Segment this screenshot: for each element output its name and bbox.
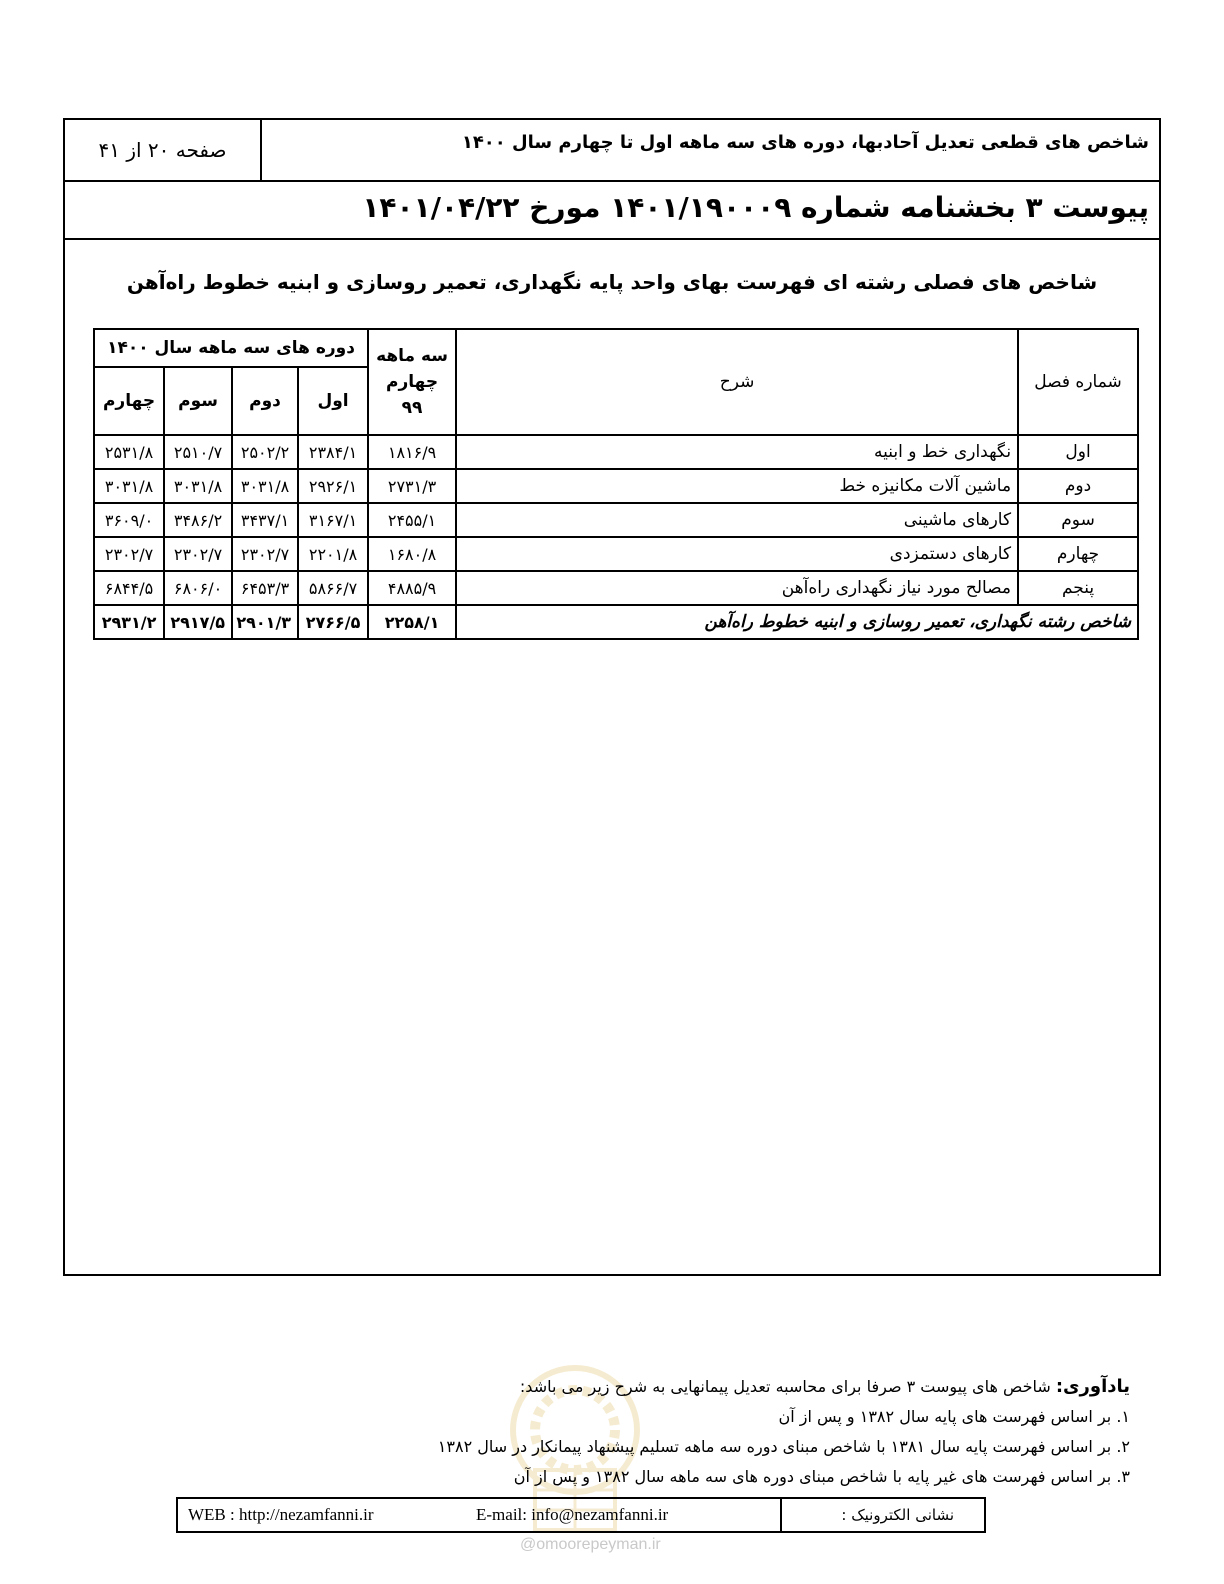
col-header-fasl: شماره فصل <box>1018 329 1138 435</box>
cell-fasl: چهارم <box>1018 537 1138 571</box>
cell-q2: ۲۵۰۲/۲ <box>232 435 298 469</box>
cell-prev: ۱۸۱۶/۹ <box>368 435 456 469</box>
cell-q4: ۳۰۳۱/۸ <box>94 469 164 503</box>
cell-q3: ۲۳۰۲/۷ <box>164 537 232 571</box>
cell-sharh: ماشین آلات مکانیزه خط <box>456 469 1018 503</box>
col-header-q3: سوم <box>164 367 232 435</box>
total-prev: ۲۲۵۸/۱ <box>368 605 456 639</box>
cell-fasl: دوم <box>1018 469 1138 503</box>
cell-q3: ۲۵۱۰/۷ <box>164 435 232 469</box>
cell-prev: ۱۶۸۰/۸ <box>368 537 456 571</box>
cell-q3: ۳۴۸۶/۲ <box>164 503 232 537</box>
watermark-text: @omoorepeyman.ir <box>520 1536 661 1553</box>
page-number: صفحه ۲۰ از ۴۱ <box>65 120 262 180</box>
note-item: ۱. بر اساس فهرست های پایه سال ۱۳۸۲ و پس از آن <box>778 1407 1130 1426</box>
cell-q2: ۳۴۳۷/۱ <box>232 503 298 537</box>
note-intro: شاخص های پیوست ۳ صرفا برای محاسبه تعدیل پیمانهایی به شرح زیر می باشد: <box>519 1377 1051 1396</box>
cell-q1: ۳۱۶۷/۱ <box>298 503 368 537</box>
cell-prev: ۲۴۵۵/۱ <box>368 503 456 537</box>
col-header-sharh: شرح <box>456 329 1018 435</box>
reminder-note <box>230 1372 1130 1492</box>
col-header-prev <box>368 329 456 435</box>
header-row <box>65 120 1159 182</box>
cell-q2: ۶۴۵۳/۳ <box>232 571 298 605</box>
footer-email <box>456 1505 668 1525</box>
cell-q3: ۳۰۳۱/۸ <box>164 469 232 503</box>
cell-q4: ۶۸۴۴/۵ <box>94 571 164 605</box>
total-q4: ۲۹۳۱/۲ <box>94 605 164 639</box>
index-table <box>93 328 1139 640</box>
col-header-q1: اول <box>298 367 368 435</box>
cell-q1: ۲۳۸۴/۱ <box>298 435 368 469</box>
cell-q1: ۲۹۲۶/۱ <box>298 469 368 503</box>
footer-box <box>176 1497 986 1533</box>
cell-q1: ۲۲۰۱/۸ <box>298 537 368 571</box>
cell-prev: ۲۷۳۱/۳ <box>368 469 456 503</box>
cell-q2: ۲۳۰۲/۷ <box>232 537 298 571</box>
note-item: ۲. بر اساس فهرست پایه سال ۱۳۸۱ با شاخص مبنای دوره سه ماهه تسلیم پیشنهاد پیمانکار در سال ۱۳۸۲ <box>437 1437 1130 1456</box>
col-header-group: دوره های سه ماهه سال ۱۴۰۰ <box>94 329 368 367</box>
cell-sharh: کارهای دستمزدی <box>456 537 1018 571</box>
cell-q1: ۵۸۶۶/۷ <box>298 571 368 605</box>
col-header-prev-label: سه ماهه چهارم ۹۹ <box>376 346 449 418</box>
annex-title: پیوست ۳ بخشنامه شماره ۱۴۰۱/۱۹۰۰۰۹ مورخ ۱۴۰۱/۰۴/۲۲ <box>362 191 1149 224</box>
cell-prev: ۴۸۸۵/۹ <box>368 571 456 605</box>
table-row <box>94 537 1138 571</box>
footer-label: نشانی الکترونیک : <box>780 1499 984 1531</box>
footer-web-link[interactable]: WEB : http://nezamfanni.ir <box>188 1505 374 1524</box>
total-q2: ۲۹۰۱/۳ <box>232 605 298 639</box>
cell-sharh: نگهداری خط و ابنیه <box>456 435 1018 469</box>
header-title: شاخص های قطعی تعدیل آحادبها، دوره های سه ماهه اول تا چهارم سال ۱۴۰۰ <box>461 132 1149 153</box>
total-q1: ۲۷۶۶/۵ <box>298 605 368 639</box>
cell-q3: ۶۸۰۶/۰ <box>164 571 232 605</box>
footer-email-link[interactable]: info@nezamfanni.ir <box>531 1505 669 1524</box>
table-row <box>94 469 1138 503</box>
total-sharh: شاخص رشته نگهداری، تعمیر روسازی و ابنیه خطوط راه‌آهن <box>456 605 1138 639</box>
table-row <box>94 571 1138 605</box>
cell-q4: ۲۵۳۱/۸ <box>94 435 164 469</box>
table-subtitle: شاخص های فصلی رشته ای فهرست بهای واحد پایه نگهداری، تعمیر روسازی و ابنیه خطوط راه‌آهن <box>126 270 1098 294</box>
cell-q4: ۲۳۰۲/۷ <box>94 537 164 571</box>
annex-row <box>65 182 1159 240</box>
col-header-q2: دوم <box>232 367 298 435</box>
table-row <box>94 435 1138 469</box>
table-row <box>94 503 1138 537</box>
total-q3: ۲۹۱۷/۵ <box>164 605 232 639</box>
cell-fasl: پنجم <box>1018 571 1138 605</box>
page-frame <box>63 118 1161 1276</box>
note-item: ۳. بر اساس فهرست های غیر پایه با شاخص مبنای دوره های سه ماهه سال ۱۳۸۲ و پس از آن <box>513 1467 1130 1486</box>
cell-fasl: سوم <box>1018 503 1138 537</box>
footer-email-label: E-mail: <box>476 1505 527 1524</box>
total-row <box>94 605 1138 639</box>
cell-q4: ۳۶۰۹/۰ <box>94 503 164 537</box>
note-intro-line <box>230 1372 1130 1402</box>
note-label: یادآوری: <box>1055 1376 1130 1397</box>
cell-fasl: اول <box>1018 435 1138 469</box>
cell-q2: ۳۰۳۱/۸ <box>232 469 298 503</box>
cell-sharh: کارهای ماشینی <box>456 503 1018 537</box>
col-header-q4: چهارم <box>94 367 164 435</box>
cell-sharh: مصالح مورد نیاز نگهداری راه‌آهن <box>456 571 1018 605</box>
